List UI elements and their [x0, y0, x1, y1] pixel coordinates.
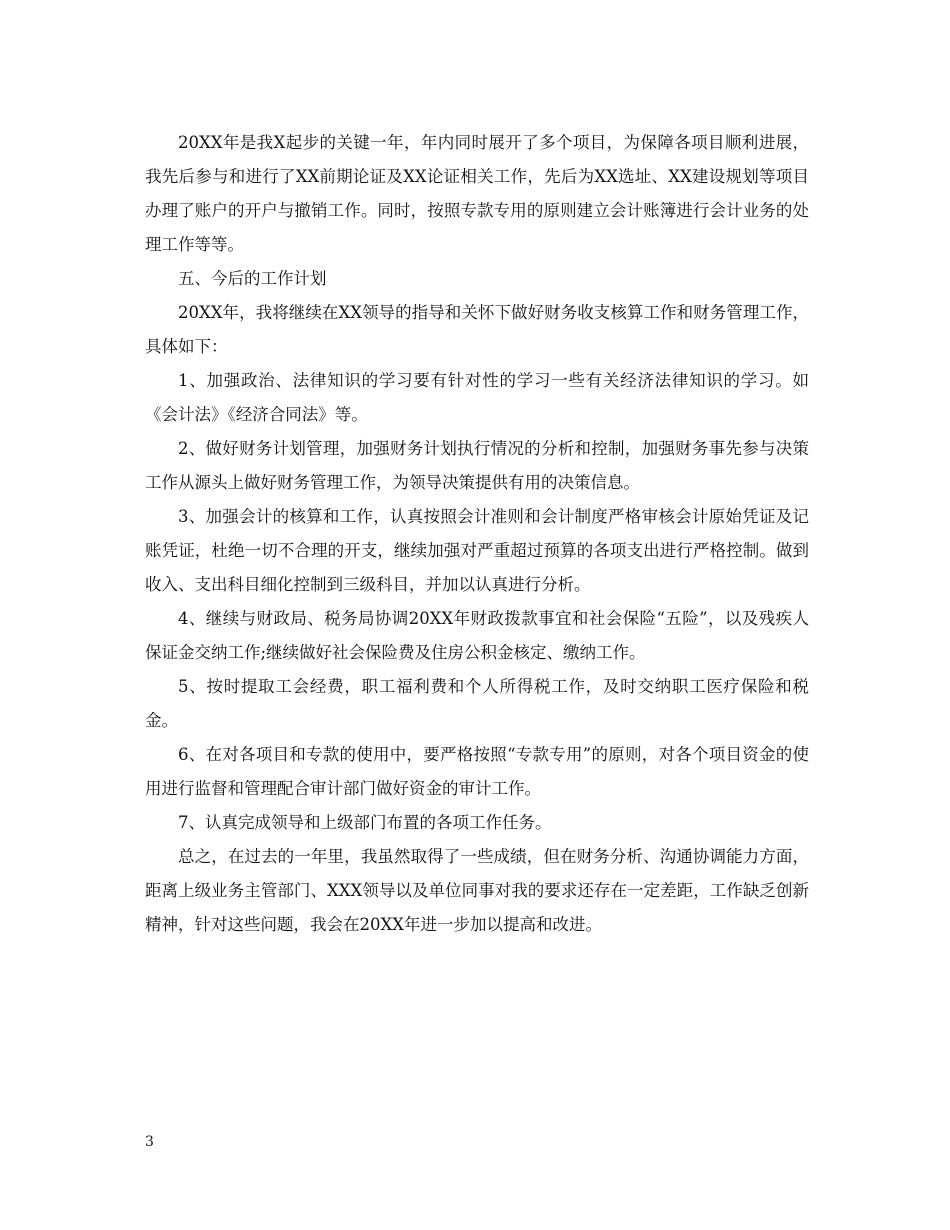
paragraph-item-5: 5、按时提取工会经费，职工福利费和个人所得税工作，及时交纳职工医疗保险和税金。	[145, 677, 809, 730]
page-number: 3	[145, 1134, 154, 1150]
paragraph-intro: 20XX年是我X起步的关键一年，年内同时展开了多个项目，为保障各项目顺利进展，我先后参与和进行了XX前期论证及XX论证相关工作，先后为XX选址、XX建设规划等项目办理了账户的开户与撤销工作。同时，按照专款专用的原则建立会计账簿进行会计业务的处理工作等等。	[145, 133, 809, 254]
document-body	[145, 126, 809, 942]
paragraph-item-1: 1、加强政治、法律知识的学习要有针对性的学习一些有关经济法律知识的学习。如《会计法》《经济合同法》等。	[145, 371, 809, 424]
paragraph-item-7: 7、认真完成领导和上级部门布置的各项工作任务。	[178, 813, 552, 832]
paragraph-item-2: 2、做好财务计划管理，加强财务计划执行情况的分析和控制，加强财务事先参与决策工作从源头上做好财务管理工作，为领导决策提供有用的决策信息。	[145, 439, 809, 492]
paragraph-item-6: 6、在对各项目和专款的使用中，要严格按照“专款专用”的原则，对各个项目资金的使用进行监督和管理配合审计部门做好资金的审计工作。	[145, 745, 809, 798]
paragraph-plan-intro: 20XX年，我将继续在XX领导的指导和关怀下做好财务收支核算工作和财务管理工作，具体如下：	[145, 303, 809, 356]
section-heading-future-plan: 五、今后的工作计划	[178, 269, 327, 288]
paragraph-item-4: 4、继续与财政局、税务局协调20XX年财政拨款事宜和社会保险“五险”，以及残疾人保证金交纳工作;继续做好社会保险费及住房公积金核定、缴纳工作。	[145, 609, 809, 662]
paragraph-conclusion: 总之，在过去的一年里，我虽然取得了一些成绩，但在财务分析、沟通协调能力方面，距离上级业务主管部门、XXX领导以及单位同事对我的要求还存在一定差距，工作缺乏创新精神，针对这些问题，我会在20XX年进一步加以提高和改进。	[145, 847, 809, 934]
paragraph-item-3: 3、加强会计的核算和工作，认真按照会计准则和会计制度严格审核会计原始凭证及记账凭证，杜绝一切不合理的开支，继续加强对严重超过预算的各项支出进行严格控制。做到收入、支出科目细化控制到三级科目，并加以认真进行分析。	[145, 507, 809, 594]
